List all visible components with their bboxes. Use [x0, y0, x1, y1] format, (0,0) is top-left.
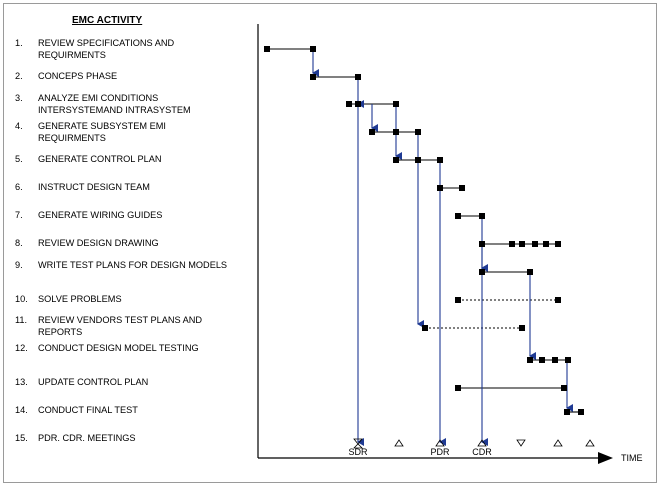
- milestone-label: CDR: [472, 447, 492, 457]
- activity-label: CONDUCT DESIGN MODEL TESTING: [38, 343, 199, 353]
- diagram-heading: EMC ACTIVITY: [72, 15, 143, 26]
- task-node: [393, 101, 399, 107]
- activity-label: INSTRUCT DESIGN TEAM: [38, 182, 150, 192]
- activity-label: REVIEW VENDORS TEST PLANS AND REPORTS: [38, 315, 203, 337]
- task-node: [564, 409, 570, 415]
- activity-number: 11.: [15, 315, 28, 325]
- activity-number: 6.: [15, 182, 23, 192]
- task-node: [415, 129, 421, 135]
- activity-number: 4.: [15, 121, 23, 131]
- task-node: [346, 101, 352, 107]
- activity-number: 14.: [15, 405, 28, 415]
- task-node: [527, 357, 533, 363]
- activity-label: ANALYZE EMI CONDITIONS INTERSYSTEMAND INTRASYSTEM: [38, 93, 191, 115]
- task-node: [355, 101, 361, 107]
- task-node: [455, 385, 461, 391]
- task-node: [519, 241, 525, 247]
- task-node: [555, 241, 561, 247]
- activity-number: 8.: [15, 238, 23, 248]
- activity-label: REVIEW DESIGN DRAWING: [38, 238, 159, 248]
- task-node: [479, 213, 485, 219]
- task-node: [539, 357, 545, 363]
- activity-number: 12.: [15, 343, 28, 353]
- milestone-up-icon: [586, 440, 594, 446]
- task-node: [479, 241, 485, 247]
- task-node: [264, 46, 270, 52]
- task-node: [355, 74, 361, 80]
- time-arrow-icon: [598, 452, 613, 464]
- milestone-up-icon: [554, 440, 562, 446]
- activity-label: GENERATE SUBSYSTEM EMI REQUIRMENTS: [38, 121, 166, 143]
- task-node: [459, 185, 465, 191]
- activity-label: SOLVE PROBLEMS: [38, 294, 122, 304]
- activity-number: 2.: [15, 71, 23, 81]
- task-node: [578, 409, 584, 415]
- activity-label: CONDUCT FINAL TEST: [38, 405, 138, 415]
- task-node: [565, 357, 571, 363]
- activity-label: UPDATE CONTROL PLAN: [38, 377, 149, 387]
- task-node: [310, 74, 316, 80]
- activity-number: 1.: [15, 38, 23, 48]
- task-node: [455, 297, 461, 303]
- task-node: [543, 241, 549, 247]
- activity-number: 5.: [15, 154, 23, 164]
- milestone-up-icon: [395, 440, 403, 446]
- task-node: [415, 157, 421, 163]
- task-node: [455, 213, 461, 219]
- task-node: [369, 129, 375, 135]
- activity-label: GENERATE CONTROL PLAN: [38, 154, 162, 164]
- activity-label: REVIEW SPECIFICATIONS AND REQUIRMENTS: [38, 38, 175, 60]
- task-node: [437, 185, 443, 191]
- activity-number: 13.: [15, 377, 28, 387]
- activity-number: 7.: [15, 210, 23, 220]
- activity-number: 10.: [15, 294, 28, 304]
- task-node: [509, 241, 515, 247]
- task-node: [393, 157, 399, 163]
- task-node: [393, 129, 399, 135]
- activity-number: 9.: [15, 260, 23, 270]
- time-axis-label: TIME: [621, 453, 643, 463]
- task-node: [310, 46, 316, 52]
- activity-label: PDR. CDR. MEETINGS: [38, 433, 136, 443]
- task-node: [527, 269, 533, 275]
- activity-label: CONCEPS PHASE: [38, 71, 118, 81]
- activity-number: 3.: [15, 93, 23, 103]
- task-node: [561, 385, 567, 391]
- activity-label: GENERATE WIRING GUIDES: [38, 210, 163, 220]
- task-node: [532, 241, 538, 247]
- task-node: [479, 269, 485, 275]
- activity-label: WRITE TEST PLANS FOR DESIGN MODELS: [38, 260, 228, 270]
- task-node: [552, 357, 558, 363]
- task-node: [422, 325, 428, 331]
- task-node: [519, 325, 525, 331]
- milestone-down-icon: [517, 440, 525, 446]
- activity-number: 15.: [15, 433, 28, 443]
- task-node: [437, 157, 443, 163]
- milestone-label: PDR: [430, 447, 450, 457]
- milestone-label: SDR: [348, 447, 368, 457]
- task-node: [555, 297, 561, 303]
